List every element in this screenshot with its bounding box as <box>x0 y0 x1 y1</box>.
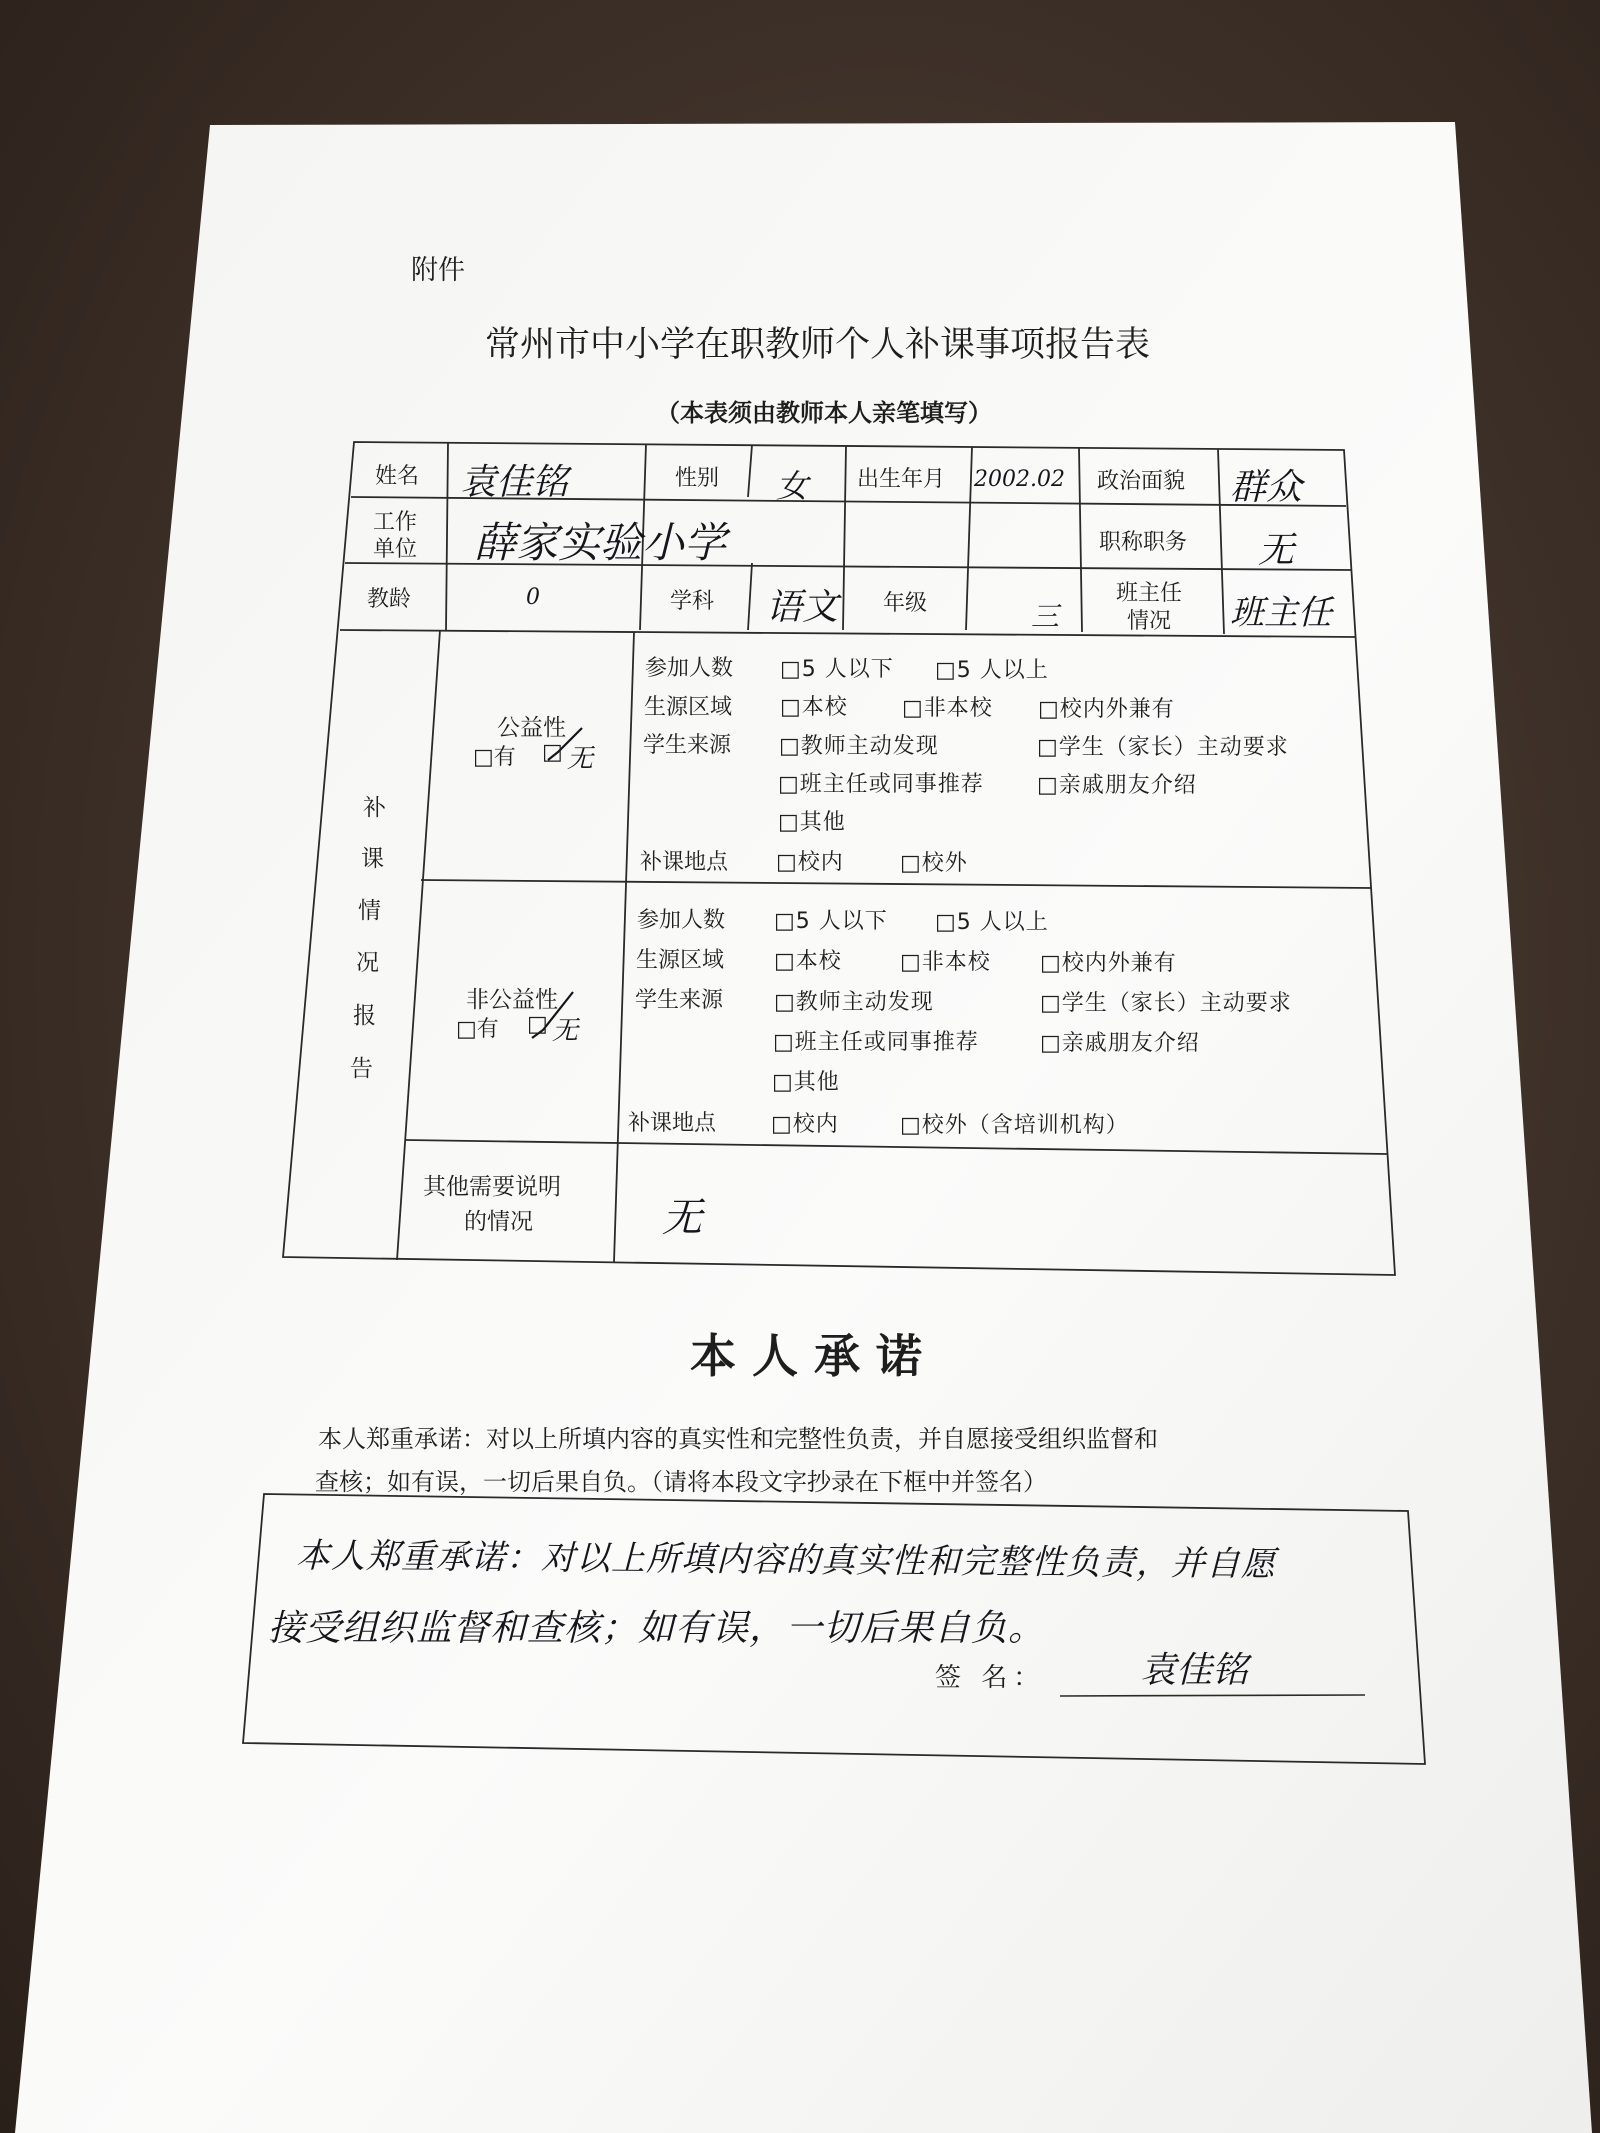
pw-region-opt-3[interactable]: □校内外兼有 <box>1038 697 1175 722</box>
label-other-2: 的情况 <box>464 1209 533 1235</box>
tutoring-section-label-4: 况 <box>356 950 379 976</box>
value-head-teacher: 班主任 <box>1230 593 1332 633</box>
pw-region-opt-1[interactable]: □本校 <box>780 695 848 720</box>
label-birth: 出生年月 <box>857 467 946 492</box>
attachment-label: 附件 <box>411 255 465 286</box>
np-place-label: 补课地点 <box>628 1111 717 1136</box>
label-subject: 学科 <box>670 589 715 614</box>
public-welfare-no-label: 无 <box>567 744 594 774</box>
label-title-post: 职称职务 <box>1099 530 1188 555</box>
np-count-opt-2[interactable]: □5 人以上 <box>935 910 1049 935</box>
np-source-opt-5[interactable]: □其他 <box>772 1070 840 1095</box>
tutoring-section-label-6: 告 <box>350 1056 373 1082</box>
page-title: 常州市中小学在职教师个人补课事项报告表 <box>485 325 1151 365</box>
value-political: 群众 <box>1230 467 1303 508</box>
pledge-handwritten-line-1: 本人郑重承诺：对以上所填内容的真实性和完整性负责，并自愿 <box>295 1536 1277 1585</box>
pw-source-opt-5[interactable]: □其他 <box>778 810 846 835</box>
np-count-opt-1[interactable]: □5 人以下 <box>774 909 888 934</box>
tutoring-section-label-5: 报 <box>353 1003 376 1029</box>
pw-place-opt-1[interactable]: □校内 <box>776 850 844 875</box>
value-years: 0 <box>526 585 540 610</box>
label-work-unit-1: 工作 <box>373 510 418 535</box>
label-years: 教龄 <box>367 587 412 612</box>
tutoring-section-label-2: 课 <box>361 846 384 872</box>
pledge-heading: 本 人 承 诺 <box>690 1329 923 1383</box>
value-birth: 2002.02 <box>974 467 1065 492</box>
label-gender: 性别 <box>675 466 720 491</box>
pledge-text-line-2: 查核；如有误，一切后果自负。（请将本段文字抄录在下框中并签名） <box>315 1468 1047 1496</box>
value-gender: 女 <box>776 467 809 505</box>
pw-source-opt-1[interactable]: □教师主动发现 <box>779 734 939 759</box>
np-place-opt-1[interactable]: □校内 <box>771 1112 839 1137</box>
signature: 袁佳铭 <box>1140 1650 1249 1691</box>
page-subtitle: （本表须由教师本人亲笔填写） <box>656 398 992 427</box>
np-region-opt-3[interactable]: □校内外兼有 <box>1040 951 1177 976</box>
label-head-teacher-2: 情况 <box>1127 609 1172 634</box>
pw-source-opt-3[interactable]: □班主任或同事推荐 <box>778 772 984 797</box>
pw-source-opt-2[interactable]: □学生（家长）主动要求 <box>1037 735 1289 760</box>
pw-region-label: 生源区域 <box>644 695 733 720</box>
tutoring-section-label-1: 补 <box>363 795 386 821</box>
np-source-label: 学生来源 <box>635 988 724 1013</box>
pw-count-opt-2[interactable]: □5 人以上 <box>935 658 1049 683</box>
value-name: 袁佳铭 <box>460 462 569 503</box>
non-public-no-checkbox[interactable]: □ <box>527 1012 548 1037</box>
value-title-post: 无 <box>1258 530 1295 571</box>
signature-label: 签 名： <box>935 1663 1046 1693</box>
pw-source-label: 学生来源 <box>643 733 732 758</box>
label-grade: 年级 <box>883 591 928 616</box>
non-public-no-label: 无 <box>552 1016 579 1046</box>
np-source-opt-4[interactable]: □亲戚朋友介绍 <box>1040 1031 1200 1056</box>
pledge-text-line-1: 本人郑重承诺：对以上所填内容的真实性和完整性负责，并自愿接受组织监督和 <box>318 1425 1158 1453</box>
np-count-label: 参加人数 <box>637 908 726 933</box>
np-source-opt-2[interactable]: □学生（家长）主动要求 <box>1040 991 1292 1016</box>
non-public-yes-checkbox[interactable]: □有 <box>456 1017 499 1042</box>
value-work-unit: 薛家实验小学 <box>474 518 727 567</box>
label-political: 政治面貌 <box>1097 469 1186 494</box>
pw-region-opt-2[interactable]: □非本校 <box>902 696 993 721</box>
pw-place-label: 补课地点 <box>640 850 729 875</box>
value-grade: 三 <box>1031 600 1060 633</box>
pw-count-label: 参加人数 <box>645 656 734 681</box>
value-other: 无 <box>662 1195 702 1241</box>
public-welfare-yes-checkbox[interactable]: □有 <box>473 745 516 770</box>
pw-source-opt-4[interactable]: □亲戚朋友介绍 <box>1037 773 1197 798</box>
tutoring-section-label-3: 情 <box>358 898 381 924</box>
value-subject: 语文 <box>766 587 839 628</box>
label-name: 姓名 <box>375 464 420 489</box>
pledge-handwritten-line-2: 接受组织监督和查核；如有误，一切后果自负。 <box>268 1608 1046 1649</box>
public-welfare-no-checkbox[interactable]: □ <box>542 740 563 765</box>
label-work-unit-2: 单位 <box>373 537 418 562</box>
np-region-label: 生源区域 <box>636 948 725 973</box>
np-region-opt-1[interactable]: □本校 <box>774 949 842 974</box>
non-public-heading: 非公益性 <box>466 987 558 1013</box>
pw-place-opt-2[interactable]: □校外 <box>900 851 968 876</box>
np-region-opt-2[interactable]: □非本校 <box>900 950 991 975</box>
label-head-teacher-1: 班主任 <box>1116 581 1183 606</box>
label-other-1: 其他需要说明 <box>423 1174 561 1200</box>
np-source-opt-1[interactable]: □教师主动发现 <box>774 990 934 1015</box>
pw-count-opt-1[interactable]: □5 人以下 <box>780 657 894 682</box>
np-source-opt-3[interactable]: □班主任或同事推荐 <box>773 1030 979 1055</box>
public-welfare-heading: 公益性 <box>497 715 566 741</box>
np-place-opt-2[interactable]: □校外（含培训机构） <box>900 1113 1129 1138</box>
